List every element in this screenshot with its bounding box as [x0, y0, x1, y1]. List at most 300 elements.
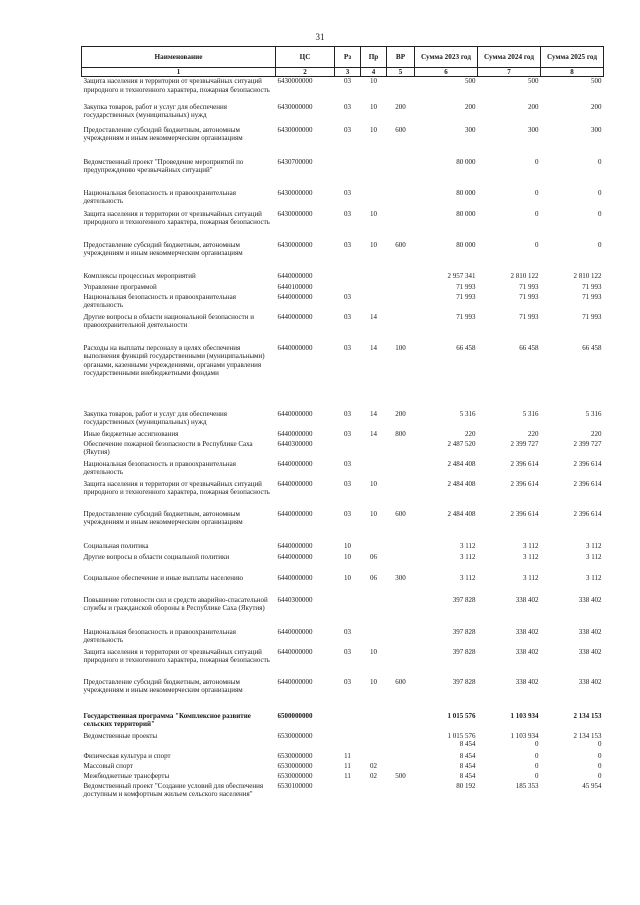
table-row: [82, 460, 604, 480]
row-sum-2023: 8 454: [459, 771, 476, 780]
row-sum-2023: 71 993: [456, 312, 476, 321]
table-row: [82, 210, 604, 241]
row-sum-2024: 0: [535, 771, 539, 780]
row-name: Закупка товаров, работ и услуг для обеспечения государственных (муниципальных) нужд: [83, 409, 227, 427]
row-rz: 03: [344, 677, 351, 686]
header-vr: ВР: [387, 47, 415, 68]
row-sum-2023: 1 015 576: [447, 711, 476, 720]
row-pr: [361, 272, 387, 283]
table-row: [82, 283, 604, 293]
col-number: 7: [478, 68, 541, 77]
row-sum-2023: 80 000: [456, 240, 476, 249]
row-vr: [387, 293, 415, 313]
row-name: Межбюджетные трансферты: [83, 771, 170, 780]
row-rz: 03: [344, 209, 351, 218]
page-number: 31: [315, 32, 325, 42]
row-vr: [387, 628, 415, 648]
row-vr: 500: [395, 771, 406, 780]
table-row: [82, 678, 604, 712]
row-pr: 10: [370, 647, 377, 656]
row-cs: 6530000000: [277, 761, 313, 770]
row-cs: 6440000000: [277, 409, 313, 418]
table-row: [82, 752, 604, 762]
row-sum-2023: 397 828: [452, 595, 476, 604]
row-sum-2025: 0: [598, 188, 602, 197]
row-name: Комплексы процессных мероприятий: [83, 271, 196, 280]
table-header-row: [82, 47, 604, 68]
row-pr: 10: [370, 677, 377, 686]
row-pr: 10: [370, 509, 377, 518]
row-name: Предоставление субсидий бюджетным, автономным учреждениям и иным некоммерческим организациям: [83, 125, 243, 143]
row-pr: [361, 628, 387, 648]
row-pr: 14: [370, 429, 377, 438]
table-row: [82, 344, 604, 410]
row-sum-2025: 71 993: [582, 282, 602, 291]
col-number: 2: [276, 68, 335, 77]
row-vr: 600: [395, 240, 406, 249]
table-row: [82, 772, 604, 782]
row-sum-2024: 2 396 614: [510, 459, 539, 468]
row-sum-2024: 0: [535, 240, 539, 249]
row-sum-2024: 2 396 614: [510, 479, 539, 488]
row-cs: 6440000000: [277, 271, 313, 280]
row-rz: [335, 272, 361, 283]
row-vr: [387, 712, 415, 732]
row-cs: 6440000000: [277, 509, 313, 518]
row-sum-2024: 0: [535, 209, 539, 218]
row-sum-2025: 200: [591, 102, 602, 111]
row-cs: 6440000000: [277, 292, 313, 301]
row-vr: [387, 283, 415, 293]
row-name: Предоставление субсидий бюджетным, автономным учреждениям и иным некоммерческим организациям: [83, 509, 243, 527]
row-cs: 6440000000: [277, 343, 313, 352]
table-row: [82, 542, 604, 553]
row-vr: [387, 596, 415, 628]
row-pr: [361, 283, 387, 293]
row-pr: [361, 596, 387, 628]
row-sum-2023: 80 192: [456, 781, 476, 790]
table-row: [82, 158, 604, 189]
row-vr: [387, 542, 415, 553]
row-sum-2025: 338 402: [578, 677, 602, 686]
row-name: Ведомственные проекты: [83, 731, 158, 740]
row-rz: 03: [344, 77, 351, 85]
row-rz: 10: [344, 573, 351, 582]
row-sum-2024: 1 103 934 0: [510, 731, 539, 749]
row-pr: [361, 732, 387, 752]
row-rz: 03: [344, 647, 351, 656]
row-vr: 100: [395, 343, 406, 352]
row-sum-2024: 71 993: [519, 292, 539, 301]
row-name: Национальная безопасность и правоохранительная деятельность: [83, 292, 236, 310]
row-sum-2023: 200: [465, 102, 476, 111]
row-rz: 03: [344, 188, 351, 197]
table-row: [82, 574, 604, 596]
row-pr: [361, 782, 387, 810]
row-sum-2023: 2 487 520: [447, 439, 476, 448]
row-name: Ведомственный проект "Создание условий для обеспечения доступным и комфортным жильем сельского населения": [83, 781, 264, 799]
row-sum-2024: 338 402: [515, 647, 539, 656]
row-sum-2025: 2 396 614: [573, 479, 602, 488]
row-sum-2025: 0: [598, 751, 602, 760]
table-row: [82, 782, 604, 810]
row-vr: [387, 210, 415, 241]
row-vr: 600: [395, 677, 406, 686]
row-sum-2024: 338 402: [515, 627, 539, 636]
header-sum-2024: Сумма 2024 год: [478, 47, 541, 68]
row-cs: 6430000000: [277, 240, 313, 249]
row-pr: 10: [370, 77, 377, 85]
table-row: [82, 430, 604, 440]
row-cs: 6440000000: [277, 677, 313, 686]
table-row: [82, 103, 604, 126]
row-vr: 600: [395, 509, 406, 518]
row-sum-2025: 71 993: [582, 292, 602, 301]
col-number: 1: [82, 68, 276, 77]
table-row: [82, 241, 604, 272]
row-sum-2024: 0: [535, 761, 539, 770]
row-pr: 14: [370, 343, 377, 352]
row-sum-2025: 2 810 122: [573, 271, 602, 280]
table-body: [82, 77, 604, 810]
row-cs: 6440100000: [277, 282, 313, 291]
row-sum-2024: 220: [528, 429, 539, 438]
row-name: Защита населения и территории от чрезвычайных ситуаций природного и техногенного характера, пожарная безопасность: [83, 209, 270, 227]
row-pr: 14: [370, 409, 377, 418]
row-name: Повышение готовности сил и средств аварийно-спасательной службы и гражданской обороны в Республике Саха (Якутия): [83, 595, 268, 613]
row-sum-2025: 2 396 614: [573, 459, 602, 468]
header-pr: Пр: [361, 47, 387, 68]
table-row: [82, 596, 604, 628]
row-sum-2023: 5 316: [459, 409, 476, 418]
row-pr: [361, 158, 387, 189]
row-sum-2025: 45 954: [582, 781, 602, 790]
row-sum-2024: 3 112: [523, 552, 539, 561]
row-name: Социальная политика: [83, 541, 149, 550]
row-pr: 14: [370, 312, 377, 321]
row-vr: [387, 77, 415, 103]
row-sum-2025: 3 112: [586, 541, 602, 550]
row-name: Расходы на выплаты персоналу в целях обеспечения выполнения функций государственными (муниципальными) органами, казенными учреждениями, органами управления государственными внебюджетными фондами: [83, 343, 265, 378]
col-number: 4: [361, 68, 387, 77]
budget-table: [81, 46, 604, 810]
row-rz: [335, 440, 361, 460]
row-sum-2025: 0: [598, 240, 602, 249]
row-vr: [387, 553, 415, 574]
row-sum-2025: 2 399 727: [573, 439, 602, 448]
row-pr: [361, 189, 387, 210]
table-row: [82, 313, 604, 344]
row-sum-2025: 3 112: [586, 552, 602, 561]
row-vr: [387, 158, 415, 189]
row-sum-2024: 338 402: [515, 677, 539, 686]
row-cs: 6440000000: [277, 312, 313, 321]
row-sum-2023: 2 484 408: [447, 459, 476, 468]
row-cs: 6530000000: [277, 771, 313, 780]
row-sum-2023: 500: [465, 77, 476, 85]
row-pr: 02: [370, 761, 377, 770]
row-pr: 06: [370, 552, 377, 561]
row-cs: 6430000000: [277, 188, 313, 197]
row-sum-2025: 338 402: [578, 627, 602, 636]
row-rz: 03: [344, 125, 351, 134]
row-rz: 03: [344, 509, 351, 518]
header-cs: ЦС: [276, 47, 335, 68]
row-pr: 10: [370, 209, 377, 218]
row-vr: [387, 313, 415, 344]
row-vr: [387, 752, 415, 762]
row-sum-2024: 338 402: [515, 595, 539, 604]
row-rz: [335, 283, 361, 293]
row-sum-2025: 71 993: [582, 312, 602, 321]
row-sum-2023: 66 458: [456, 343, 476, 352]
row-sum-2023: 1 015 576 8 454: [447, 731, 476, 749]
row-cs: 6430000000: [277, 77, 313, 85]
row-sum-2023: 71 993: [456, 292, 476, 301]
row-vr: [387, 460, 415, 480]
header-sum-2025: Сумма 2025 год: [541, 47, 604, 68]
row-sum-2024: 2 396 614: [510, 509, 539, 518]
table-row: [82, 762, 604, 772]
row-sum-2023: 3 112: [460, 552, 476, 561]
row-name: Предоставление субсидий бюджетным, автономным учреждениям и иным некоммерческим организациям: [83, 240, 243, 258]
row-pr: 10: [370, 240, 377, 249]
row-name: Иные бюджетные ассигнования: [83, 429, 179, 438]
row-sum-2023: 8 454: [459, 761, 476, 770]
row-vr: [387, 732, 415, 752]
row-sum-2024: 0: [535, 188, 539, 197]
row-name: Национальная безопасность и правоохранительная деятельность: [83, 627, 236, 645]
table-row: [82, 628, 604, 648]
row-name: Закупка товаров, работ и услуг для обеспечения государственных (муниципальных) нужд: [83, 102, 227, 120]
row-pr: 02: [370, 771, 377, 780]
row-sum-2025: 66 458: [582, 343, 602, 352]
row-vr: [387, 480, 415, 510]
row-vr: [387, 762, 415, 772]
col-number: 5: [387, 68, 415, 77]
row-pr: 06: [370, 573, 377, 582]
row-sum-2024: 2 399 727: [510, 439, 539, 448]
table-row: [82, 189, 604, 210]
row-sum-2024: 5 316: [522, 409, 539, 418]
row-cs: 6440000000: [277, 573, 313, 582]
row-vr: 200: [395, 409, 406, 418]
row-sum-2024: 500: [528, 77, 539, 85]
row-name: Обеспечение пожарной безопасности в Республике Саха (Якутия): [83, 439, 253, 457]
row-sum-2025: 300: [591, 125, 602, 134]
row-sum-2024: 71 993: [519, 312, 539, 321]
row-rz: 03: [344, 627, 351, 636]
row-sum-2024: 0: [535, 751, 539, 760]
row-sum-2023: 2 484 408: [447, 479, 476, 488]
row-cs: 6430000000: [277, 102, 313, 111]
row-name: Защита населения и территории от чрезвычайных ситуаций природного и техногенного характера, пожарная безопасность: [83, 479, 270, 497]
row-vr: [387, 189, 415, 210]
table-row: [82, 440, 604, 460]
row-sum-2023: 80 000: [456, 188, 476, 197]
row-name: Национальная безопасность и правоохранительная деятельность: [83, 459, 236, 477]
row-sum-2024: 2 810 122: [510, 271, 539, 280]
row-rz: 03: [344, 409, 351, 418]
row-rz: 03: [344, 343, 351, 352]
row-pr: [361, 712, 387, 732]
row-cs: 6430700000: [277, 157, 313, 166]
row-cs: 6530000000: [277, 731, 313, 740]
row-rz: [335, 596, 361, 628]
row-name: Социальное обеспечение и иные выплаты населению: [83, 573, 243, 582]
row-sum-2025: 0: [598, 771, 602, 780]
header-name: Наименование: [82, 47, 276, 68]
row-name: Другие вопросы в области национальной безопасности и правоохранительной деятельности: [83, 312, 254, 330]
row-sum-2024: 3 112: [523, 573, 539, 582]
table-row: [82, 480, 604, 510]
row-cs: 6440000000: [277, 647, 313, 656]
row-pr: [361, 460, 387, 480]
row-sum-2025: 0: [598, 157, 602, 166]
column-number-row: [82, 68, 604, 77]
row-rz: 03: [344, 292, 351, 301]
row-cs: 6530000000: [277, 751, 313, 760]
table-row: [82, 732, 604, 752]
row-sum-2025: 500: [591, 77, 602, 85]
row-sum-2025: 0: [598, 761, 602, 770]
row-sum-2024: 300: [528, 125, 539, 134]
row-vr: [387, 440, 415, 460]
row-rz: 03: [344, 240, 351, 249]
row-pr: [361, 293, 387, 313]
row-name: Национальная безопасность и правоохранительная деятельность: [83, 188, 236, 206]
row-vr: 600: [395, 125, 406, 134]
row-vr: [387, 648, 415, 678]
row-sum-2024: 185 353: [515, 781, 539, 790]
header-rz: Рз: [335, 47, 361, 68]
row-sum-2024: 3 112: [523, 541, 539, 550]
row-sum-2023: 71 993: [456, 282, 476, 291]
row-vr: [387, 782, 415, 810]
table-row: [82, 410, 604, 430]
row-pr: 10: [370, 102, 377, 111]
table-row: [82, 272, 604, 283]
row-name: Другие вопросы в области социальной политики: [83, 552, 230, 561]
table-row: [82, 77, 604, 103]
row-rz: 10: [344, 541, 351, 550]
table-row: [82, 510, 604, 542]
table-row: [82, 648, 604, 678]
row-rz: 03: [344, 479, 351, 488]
row-sum-2025: 2 134 153 0: [573, 731, 602, 749]
row-rz: [335, 158, 361, 189]
row-sum-2025: 3 112: [586, 573, 602, 582]
row-rz: 03: [344, 102, 351, 111]
col-number: 6: [415, 68, 478, 77]
row-sum-2023: 220: [465, 429, 476, 438]
table-row: [82, 712, 604, 732]
row-sum-2025: 5 316: [585, 409, 602, 418]
row-sum-2023: 397 828: [452, 677, 476, 686]
row-cs: 6500000000: [277, 711, 313, 720]
row-rz: 10: [344, 552, 351, 561]
row-vr: 200: [395, 102, 406, 111]
row-cs: 6440000000: [277, 429, 313, 438]
row-sum-2024: 66 458: [519, 343, 539, 352]
row-sum-2023: 397 828: [452, 627, 476, 636]
row-vr: 800: [395, 429, 406, 438]
row-name: Ведомственный проект "Проведение мероприятий по предупреждению чрезвычайных ситуаций": [83, 157, 244, 175]
row-pr: 10: [370, 479, 377, 488]
row-sum-2023: 80 000: [456, 157, 476, 166]
row-vr: [387, 272, 415, 283]
row-cs: 6430000000: [277, 125, 313, 134]
row-name: Защита населения и территории от чрезвычайных ситуаций природного и техногенного характера, пожарная безопасность: [83, 77, 270, 94]
row-rz: [335, 732, 361, 752]
row-sum-2023: 397 828: [452, 647, 476, 656]
row-sum-2025: 220: [591, 429, 602, 438]
col-number: 3: [335, 68, 361, 77]
row-pr: [361, 752, 387, 762]
row-cs: 6430000000: [277, 209, 313, 218]
row-sum-2024: 0: [535, 157, 539, 166]
row-sum-2025: 338 402: [578, 647, 602, 656]
row-name: Управление программой: [83, 282, 157, 291]
row-vr: 300: [395, 573, 406, 582]
row-cs: 6440000000: [277, 552, 313, 561]
col-number: 8: [541, 68, 604, 77]
row-sum-2025: 0: [598, 209, 602, 218]
row-cs: 6440000000: [277, 541, 313, 550]
table-row: [82, 553, 604, 574]
row-cs: 6440000000: [277, 459, 313, 468]
row-sum-2023: 80 000: [456, 209, 476, 218]
row-sum-2023: 3 112: [460, 541, 476, 550]
row-rz: 03: [344, 459, 351, 468]
row-name: Государственная программа "Комплексное развитие сельских территорий": [83, 711, 251, 729]
row-rz: 11: [344, 761, 351, 770]
row-sum-2023: 2 484 408: [447, 509, 476, 518]
row-rz: [335, 782, 361, 810]
row-sum-2025: 338 402: [578, 595, 602, 604]
row-cs: 6440000000: [277, 627, 313, 636]
row-sum-2023: 3 112: [460, 573, 476, 582]
row-name: Защита населения и территории от чрезвычайных ситуаций природного и техногенного характера, пожарная безопасность: [83, 647, 270, 665]
row-cs: 6440300000: [277, 595, 313, 604]
row-cs: 6440300000: [277, 439, 313, 448]
row-sum-2023: 2 957 341: [447, 271, 476, 280]
row-rz: [335, 712, 361, 732]
row-sum-2023: 300: [465, 125, 476, 134]
row-cs: 6530100000: [277, 781, 313, 790]
row-sum-2024: 1 103 934: [510, 711, 539, 720]
row-rz: 11: [344, 771, 351, 780]
row-cs: 6440000000: [277, 479, 313, 488]
table-row: [82, 293, 604, 313]
row-sum-2024: 200: [528, 102, 539, 111]
row-sum-2023: 8 454: [459, 751, 476, 760]
row-name: Физическая культура и спорт: [83, 751, 171, 760]
row-rz: 11: [344, 751, 351, 760]
row-sum-2025: 2 134 153: [573, 711, 602, 720]
row-pr: [361, 440, 387, 460]
header-sum-2023: Сумма 2023 год: [415, 47, 478, 68]
row-name: Массовый спорт: [83, 761, 133, 770]
row-rz: 03: [344, 429, 351, 438]
row-pr: 10: [370, 125, 377, 134]
row-sum-2025: 2 396 614: [573, 509, 602, 518]
table-row: [82, 126, 604, 158]
row-sum-2024: 71 993: [519, 282, 539, 291]
row-name: Предоставление субсидий бюджетным, автономным учреждениям и иным некоммерческим организациям: [83, 677, 243, 695]
row-rz: 03: [344, 312, 351, 321]
row-pr: [361, 542, 387, 553]
